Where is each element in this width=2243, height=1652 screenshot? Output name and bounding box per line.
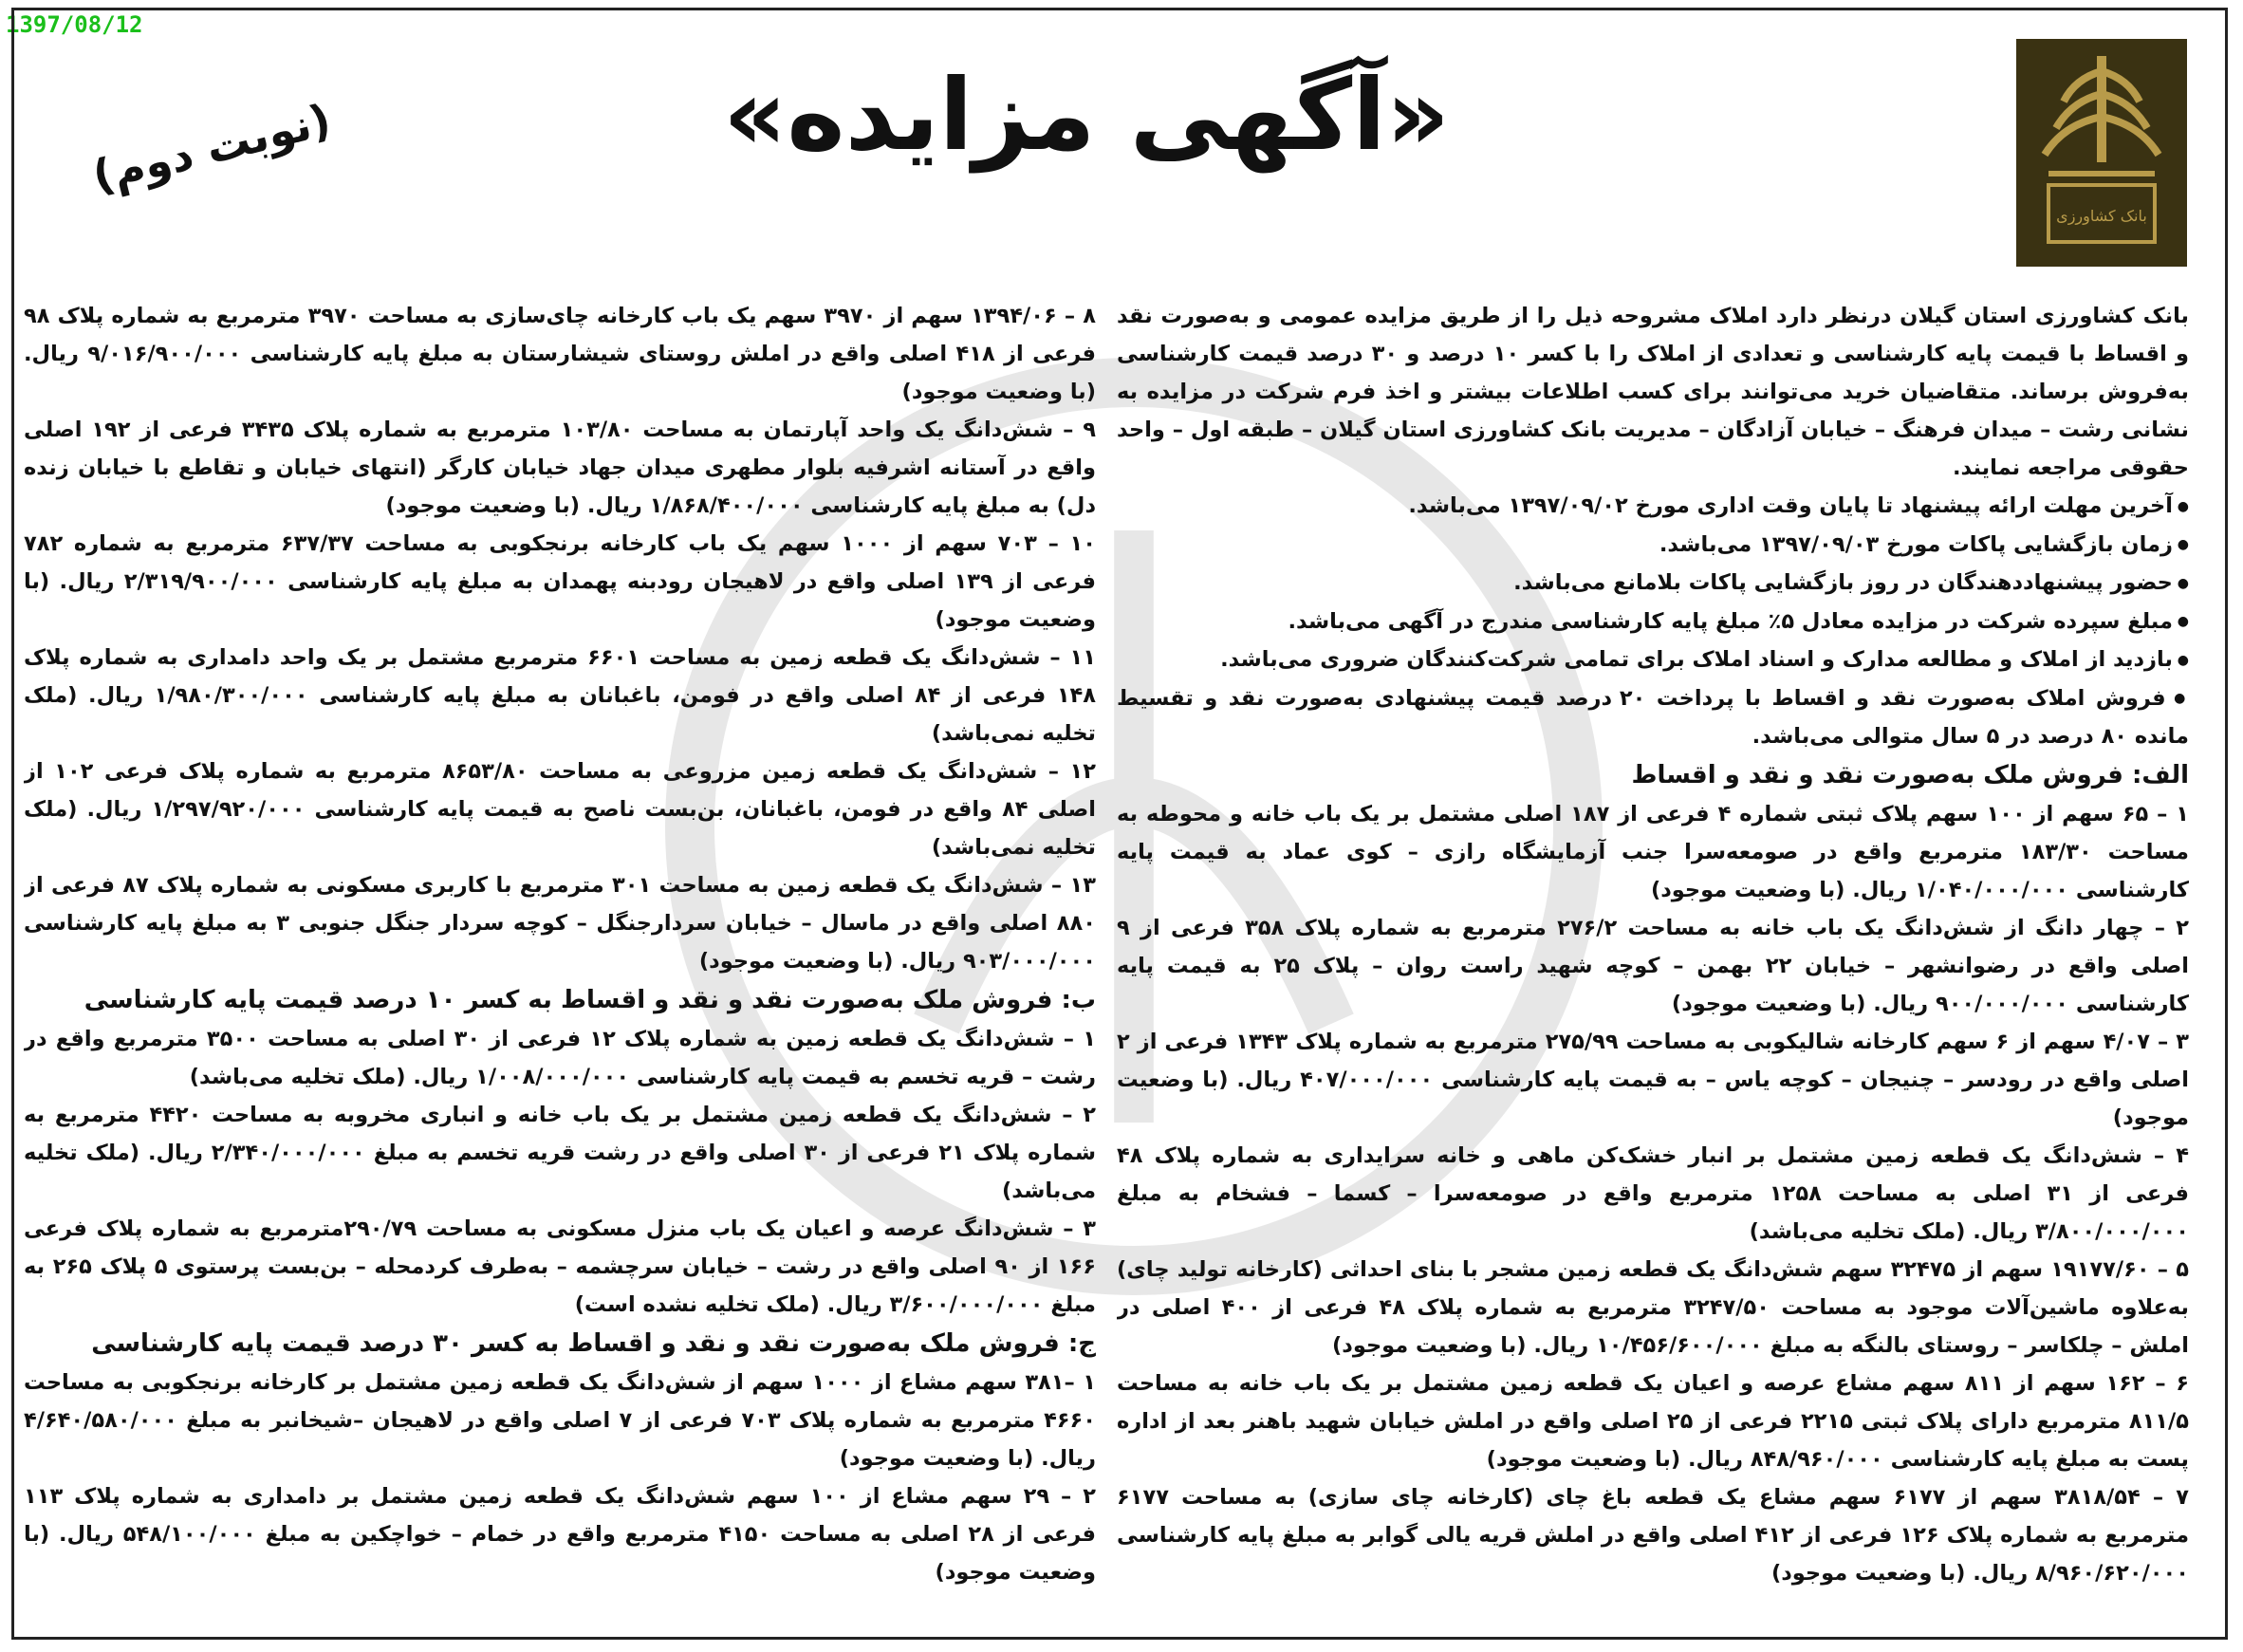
publication-turn: (نوبت دوم): [87, 93, 336, 203]
property-item: ۱ – شش‌دانگ یک قطعه زمین به شماره پلاک ۱۲ فرعی از ۳۰ اصلی به مساحت ۳۵۰۰ مترمربع واقع در رشت – قریه تخسم به قیمت پایه کارشناسی ۱/۰۰۸/۰۰۰/۰۰۰ ریال. (ملک تخلیه می‌باشد): [24, 1027, 1096, 1089]
property-item: ۲ – شش‌دانگ یک قطعه زمین مشتمل بر یک باب خانه و انباری مخروبه به مساحت ۴۴۲۰ مترمربع به شماره پلاک ۲۱ فرعی از ۳۰ اصلی واقع در رشت قریه تخسم به مبلغ ۲/۳۴۰/۰۰۰/۰۰۰ ریال. (ملک تخلیه می‌باشد): [24, 1103, 1096, 1203]
right-column: [1117, 297, 2189, 1616]
property-item: ۱۰ – ۷۰۳ سهم از ۱۰۰۰ سهم یک باب کارخانه برنجکوبی به مساحت ۶۳۷/۳۷ مترمربع به شماره ۷۸۲ فرعی از ۱۳۹ اصلی واقع در لاهیجان رودبنه پهمدان به مبلغ پایه کارشناسی ۲/۳۱۹/۹۰۰/۰۰۰ ریال. (با وضعیت موجود): [24, 531, 1096, 632]
left-column: [24, 297, 1096, 1616]
property-item: ۵ – ۱۹۱۷۷/۶۰ سهم از ۳۲۴۷۵ سهم شش‌دانگ یک قطعه زمین مشجر با بنای احداثی (کارخانه تولید چای) به‌علاوه ماشین‌آلات موجود به مساحت ۳۲۴۷/۵۰ مترمربع به شماره پلاک ۴۸ فرعی از ۴۰۰ اصلی در املش – چلکاسر – روستای بالنگه به مبلغ ۱۰/۴۵۶/۶۰۰/۰۰۰ ریال. (با وضعیت موجود): [1117, 1257, 2189, 1358]
condition-item: ● فروش املاک به‌صورت نقد و اقساط با پرداخت ۲۰ درصد قیمت پیشنهادی به‌صورت نقد و تقسیط مانده ۸۰ درصد در ۵ سال متوالی می‌باشد.: [1117, 679, 2189, 756]
property-item: ۹ – شش‌دانگ یک واحد آپارتمان به مساحت ۱۰۳/۸۰ مترمربع به شماره پلاک ۳۴۳۵ فرعی از ۱۹۲ اصلی واقع در آستانه اشرفیه بلوار مطهری میدان جهاد خیابان کارگر (انتهای خیابان و تقاطع با خیابان زنده دل) به مبلغ پایه کارشناسی ۱/۸۶۸/۴۰۰/۰۰۰ ریال. (با وضعیت موجود): [24, 418, 1096, 518]
condition-item: ● آخرین مهلت ارائه پیشنهاد تا پایان وقت اداری مورخ ۱۳۹۷/۰۹/۰۲ می‌باشد.: [1117, 487, 2189, 526]
auction-notice: [11, 8, 2228, 1640]
section-c-title: ج: فروش ملک به‌صورت نقد و نقد و اقساط به کسر ۳۰ درصد قیمت پایه کارشناسی: [91, 1329, 1096, 1358]
condition-item: ● زمان بازگشایی پاکات مورخ ۱۳۹۷/۰۹/۰۳ می‌باشد.: [1117, 526, 2189, 565]
property-item: ۱۲ – شش‌دانگ یک قطعه زمین مزروعی به مساحت ۸۶۵۳/۸۰ مترمربع به شماره پلاک فرعی ۱۰۲ از اصلی ۸۴ واقع در فومن، باغبانان، بن‌بست ناصح به قیمت پایه کارشناسی ۱/۲۹۷/۹۲۰/۰۰۰ ریال. (ملک تخلیه نمی‌باشد): [24, 759, 1096, 860]
property-item: ۶ – ۱۶۲ سهم از ۸۱۱ سهم مشاع عرصه و اعیان یک قطعه زمین مشتمل بر یک باب خانه به مساحت ۸۱۱/۵ مترمربع دارای پلاک ثبتی ۲۲۱۵ فرعی از ۲۵ اصلی واقع در املش خیابان شهید باهنر بعد از اداره پست به مبلغ پایه کارشناسی ۸۴۸/۹۶۰/۰۰۰ ریال. (با وضعیت موجود): [1117, 1371, 2189, 1472]
property-item: ۱۳ – شش‌دانگ یک قطعه زمین به مساحت ۳۰۱ مترمربع با کاربری مسکونی به شماره پلاک ۸۷ فرعی از ۸۸۰ اصلی واقع در ماسال – خیابان سردارجنگل – کوچه سردار جنگل جنوبی ۳ به مبلغ پایه کارشناسی ۹۰۳/۰۰۰/۰۰۰ ریال. (با وضعیت موجود): [24, 873, 1096, 974]
property-item: ۱ – ۶۵ سهم از ۱۰۰ سهم پلاک ثبتی شماره ۴ فرعی از ۱۸۷ اصلی مشتمل بر یک باب خانه و محوطه به مساحت ۱۸۳/۳۰ مترمربع واقع در صومعه‌سرا جنب آزمایشگاه رازی – کوی عماد به قیمت پایه کارشناسی ۱/۰۴۰/۰۰۰/۰۰۰ ریال. (با وضعیت موجود): [1117, 802, 2189, 902]
property-item: ۱ –۳۸۱ سهم مشاع از ۱۰۰۰ سهم از شش‌دانگ یک قطعه زمین مشتمل بر کارخانه برنجکوبی به مساحت ۴۶۶۰ مترمربع به شماره پلاک ۷۰۳ فرعی از ۷ اصلی واقع در لاهیجان –شیخانبر به مبلغ ۴/۶۴۰/۵۸۰/۰۰۰ ریال. (با وضعیت موجود): [24, 1370, 1096, 1471]
condition-item: ● حضور پیشنهاددهندگان در روز بازگشایی پاکات بلامانع می‌باشد.: [1117, 564, 2189, 603]
section-a-title: الف: فروش ملک به‌صورت نقد و نقد و اقساط: [1631, 761, 2189, 789]
condition-item: ● مبلغ سپرده شرکت در مزایده معادل ۵٪ مبلغ پایه کارشناسی مندرج در آگهی می‌باشد.: [1117, 603, 2189, 641]
section-b-title: ب: فروش ملک به‌صورت نقد و نقد و اقساط به کسر ۱۰ درصد قیمت پایه کارشناسی: [83, 986, 1096, 1014]
property-item: ۸ – ۱۳۹۴/۰۶ سهم از ۳۹۷۰ سهم یک باب کارخانه چای‌سازی به مساحت ۳۹۷۰ مترمربع به شماره پلاک ۹۸ فرعی از ۴۱۸ اصلی واقع در املش روستای شیشارستان به مبلغ پایه کارشناسی ۹/۰۱۶/۹۰۰/۰۰۰ ریال. (با وضعیت موجود): [24, 304, 1096, 404]
intro-paragraph: بانک کشاورزی استان گیلان درنظر دارد املاک مشروحه ذیل را از طریق مزایده عمومی و به‌صورت نقد و اقساط با قیمت پایه کارشناسی و تعدادی از املاک را با کسر ۱۰ درصد و ۳۰ درصد قیمت کارشناسی به‌فروش برساند. متقاضیان خرید می‌توانند برای کسب اطلاعات بیشتر و اخذ فرم شرکت در مزایده به نشانی رشت – میدان فرهنگ – خیابان آزادگان – مدیریت بانک کشاورزی استان گیلان – طبقه اول – واحد حقوقی مراجعه نمایند.: [1117, 304, 2189, 480]
logo-text: بانک کشاورزی: [2056, 207, 2147, 225]
property-item: ۲ – چهار دانگ از شش‌دانگ یک باب خانه به مساحت ۲۷۶/۲ مترمربع به شماره پلاک ۳۵۸ فرعی از ۹ اصلی واقع در رضوانشهر – خیابان ۲۲ بهمن – کوچه شهید راست روان – پلاک ۲۵ به قیمت پایه کارشناسی ۹۰۰/۰۰۰/۰۰۰ ریال. (با وضعیت موجود): [1117, 916, 2189, 1016]
property-item: ۷ – ۳۸۱۸/۵۴ سهم از ۶۱۷۷ سهم مشاع یک قطعه باغ چای (کارخانه چای سازی) به مساحت ۶۱۷۷ مترمربع به شماره پلاک ۱۲۶ فرعی از ۴۱۲ اصلی واقع در املش قریه یالی گوابر به مبلغ پایه کارشناسی ۸/۹۶۰/۶۲۰/۰۰۰ ریال. (با وضعیت موجود): [1117, 1485, 2189, 1586]
property-item: ۳ – شش‌دانگ عرصه و اعیان یک باب منزل مسکونی به مساحت ۲۹۰/۷۹مترمربع به شماره پلاک فرعی ۱۶۶ از ۹۰ اصلی واقع در رشت – خیابان سرچشمه – به‌طرف کردمحله – بن‌بست پرستوی ۵ پلاک ۲۶۵ به مبلغ ۳/۶۰۰/۰۰۰/۰۰۰ ریال. (ملک تخلیه نشده است): [24, 1216, 1096, 1317]
property-item: ۱۱ – شش‌دانگ یک قطعه زمین به مساحت ۶۶۰۱ مترمربع مشتمل بر یک واحد دامداری به شماره پلاک ۱۴۸ فرعی از ۸۴ اصلی واقع در فومن، باغبانان به مبلغ پایه کارشناسی ۱/۹۸۰/۳۰۰/۰۰۰ ریال. (ملک تخلیه نمی‌باشد): [24, 645, 1096, 746]
property-item: ۳ – ۴/۰۷ سهم از ۶ سهم کارخانه شالیکوبی به مساحت ۲۷۵/۹۹ مترمربع به شماره پلاک ۱۳۴۳ فرعی از ۲ اصلی واقع در رودسر – چنیجان – کوچه یاس – به قیمت پایه کارشناسی ۴۰۷/۰۰۰/۰۰۰ ریال. (با وضعیت موجود): [1117, 1030, 2189, 1130]
property-item: ۴ – شش‌دانگ یک قطعه زمین مشتمل بر انبار خشک‌کن ماهی و خانه سرایداری به شماره پلاک ۴۸ فرعی از ۳۱ اصلی به مساحت ۱۲۵۸ مترمربع واقع در صومعه‌سرا – کسما – فشخام به مبلغ ۳/۸۰۰/۰۰۰/۰۰۰ ریال. (ملک تخلیه می‌باشد): [1117, 1143, 2189, 1244]
bank-keshavarzi-logo-icon: [2007, 29, 2197, 276]
property-item: ۲ – ۲۹ سهم مشاع از ۱۰۰ سهم شش‌دانگ یک قطعه زمین مشتمل بر دامداری به شماره پلاک ۱۱۳ فرعی از ۲۸ اصلی به مساحت ۴۱۵۰ مترمربع واقع در خمام – خواچکین به مبلغ ۵۴۸/۱۰۰/۰۰۰ ریال. (با وضعیت موجود): [24, 1484, 1096, 1585]
condition-item: ● بازدید از املاک و مطالعه مدارک و اسناد املاک برای تمامی شرکت‌کنندگان ضروری می‌باشد.: [1117, 640, 2189, 679]
date-stamp: 1397/08/12: [6, 11, 143, 38]
page-title: «آگهی مزایده»: [723, 57, 1450, 173]
